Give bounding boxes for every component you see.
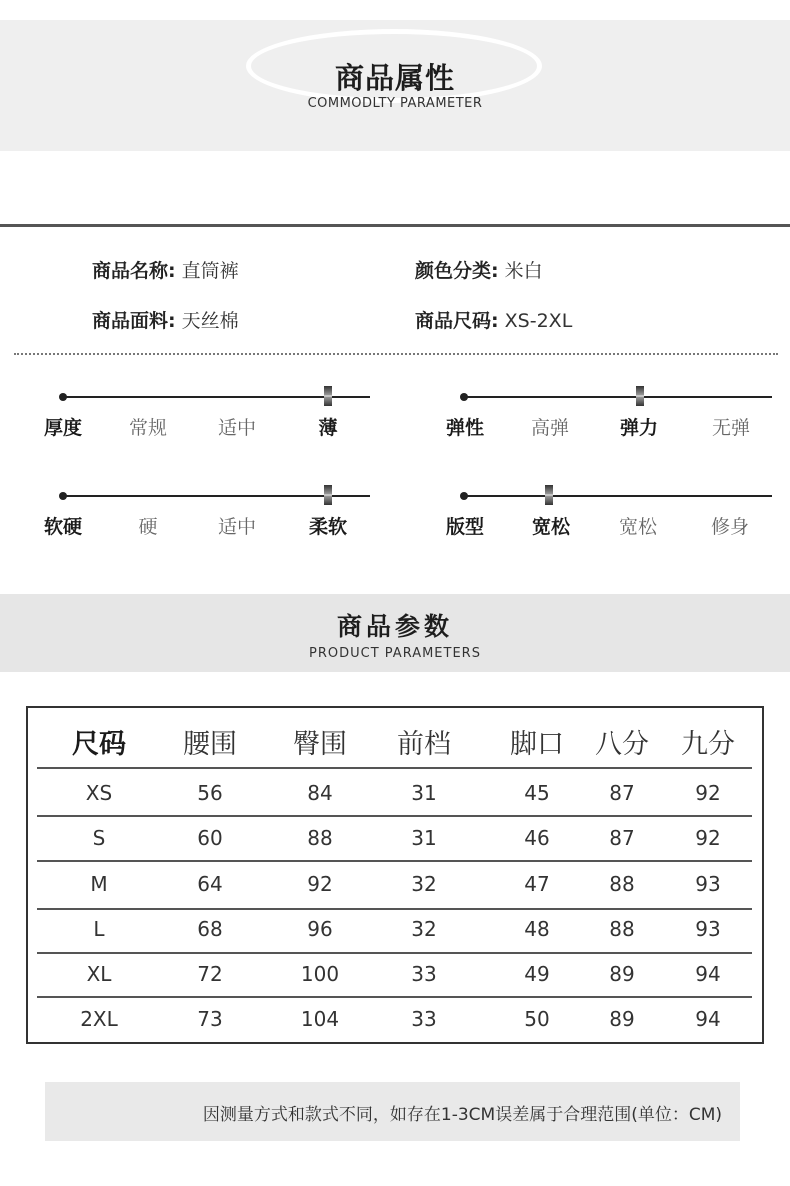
scale-option: 适中 [217,516,257,538]
table-row-divider [37,767,752,769]
scale-marker [324,485,332,505]
table-cell: 56 [197,781,223,805]
scale-marker [545,485,553,505]
table-cell: 88 [609,872,635,896]
note-text: 因测量方式和款式不同，如存在1-3CM误差属于合理范围(单位：CM) [202,1105,722,1125]
table-cell: 88 [609,917,635,941]
scale-option: 无弹 [711,417,751,439]
table-cell: 92 [695,781,721,805]
table-cell: 32 [411,917,437,941]
table-header-cell: 脚口 [510,729,564,760]
table-cell: 64 [197,872,223,896]
table-header-cell: 尺码 [72,729,126,760]
attributes-subtitle: COMMODLTY PARAMETER [307,96,483,111]
table-cell: 104 [300,1007,340,1031]
scale-marker [324,386,332,406]
attr-label: 商品尺码: [415,310,499,332]
table-cell: 72 [197,962,223,986]
table-cell: 93 [695,917,721,941]
scale-line [464,396,772,398]
table-row-divider [37,860,752,862]
table-header-cell: 九分 [681,729,735,760]
table-cell: 87 [609,826,635,850]
scale-option-selected: 弹力 [619,417,659,439]
table-cell: 48 [524,917,550,941]
attr-label: 商品面料: [92,310,176,332]
scale-line [464,495,772,497]
scale-option: 硬 [138,516,158,538]
table-cell: 89 [609,1007,635,1031]
table-cell: 46 [524,826,550,850]
table-row-divider [37,952,752,954]
table-cell: 84 [307,781,333,805]
scale-option-selected: 薄 [318,417,338,439]
dotted-divider [14,353,778,355]
table-cell: 73 [197,1007,223,1031]
attr-value: XS-2XL [504,310,573,332]
scale-option: 适中 [217,417,257,439]
table-cell: 49 [524,962,550,986]
table-header-cell: 前档 [397,729,451,760]
scale-name: 版型 [445,516,485,538]
scale-name: 厚度 [43,417,83,439]
scale-option-selected: 柔软 [308,516,348,538]
table-cell: XL [86,962,112,986]
table-cell: 33 [411,962,437,986]
section-divider [0,224,790,227]
table-cell: 45 [524,781,550,805]
table-cell: 93 [695,872,721,896]
attr-label: 商品名称: [92,260,176,282]
scale-option: 常规 [128,417,168,439]
table-cell: 88 [307,826,333,850]
attributes-title: 商品属性 [334,61,455,95]
measurement-note [45,1082,740,1141]
scale-name: 软硬 [43,516,83,538]
scale-marker [636,386,644,406]
table-cell: 89 [609,962,635,986]
table-cell: 92 [307,872,333,896]
attr-label: 颜色分类: [415,260,499,282]
scale-option: 高弹 [530,417,570,439]
table-cell: 92 [695,826,721,850]
table-cell: 60 [197,826,223,850]
attr-value: 直筒裤 [181,260,239,282]
table-cell: 94 [695,962,721,986]
table-cell: 68 [197,917,223,941]
table-cell: 100 [300,962,340,986]
scale-name: 弹性 [445,417,485,439]
attr-size [415,306,572,333]
table-header-cell: 八分 [595,729,649,760]
table-header-cell: 腰围 [183,729,237,760]
table-row-divider [37,815,752,817]
attr-value: 天丝棉 [181,310,239,332]
size-table [26,706,764,1044]
table-cell: L [93,917,105,941]
table-cell: 32 [411,872,437,896]
scale-option: 修身 [710,516,750,538]
table-cell: 96 [307,917,333,941]
table-row-divider [37,908,752,910]
attr-value: 米白 [504,260,543,282]
table-cell: 94 [695,1007,721,1031]
table-cell: M [90,872,108,896]
table-cell: 33 [411,1007,437,1031]
table-cell: S [92,826,106,850]
table-cell: 50 [524,1007,550,1031]
table-cell: 31 [411,781,437,805]
table-cell: 87 [609,781,635,805]
scale-option: 宽松 [618,516,658,538]
parameters-title: 商品参数 [336,612,453,641]
table-header-cell: 臀围 [293,729,347,760]
attr-fabric [92,306,239,333]
table-row-divider [37,996,752,998]
table-cell: 31 [411,826,437,850]
scale-option-selected: 宽松 [531,516,571,538]
table-cell: 47 [524,872,550,896]
attr-product-name [92,256,239,283]
attr-color [415,256,543,283]
table-cell: XS [85,781,113,805]
table-cell: 2XL [80,1007,118,1031]
parameters-subtitle: PRODUCT PARAMETERS [309,646,481,661]
